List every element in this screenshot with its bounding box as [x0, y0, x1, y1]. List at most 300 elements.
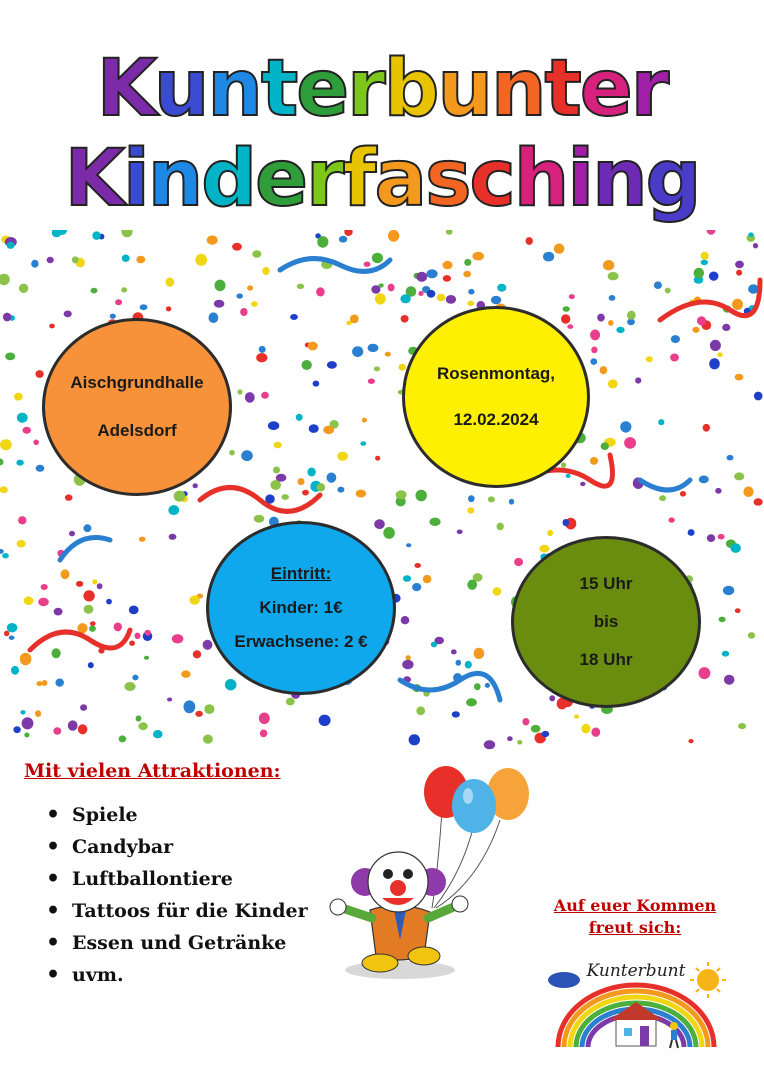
- confetti-dot: [110, 314, 116, 319]
- confetti-dot: [563, 519, 570, 526]
- confetti-dot: [467, 301, 474, 306]
- list-item: • Tattoos für die Kinder: [40, 896, 332, 926]
- confetti-dot: [701, 260, 708, 266]
- confetti-dot: [635, 377, 641, 383]
- confetti-dot: [507, 736, 513, 741]
- confetti-dot: [692, 327, 699, 333]
- entry-heading: Eintritt:: [270, 564, 332, 583]
- confetti-dot: [61, 569, 70, 579]
- confetti-dot: [261, 392, 269, 399]
- confetti-dot: [166, 306, 171, 311]
- confetti-dot: [229, 450, 235, 456]
- streamer: [400, 673, 500, 700]
- time-start: 15 Uhr: [579, 574, 633, 593]
- confetti-dot: [497, 523, 504, 531]
- confetti-dot: [203, 735, 213, 744]
- confetti-dot: [11, 666, 19, 675]
- confetti-dot: [680, 491, 686, 497]
- confetti-dot: [54, 608, 63, 616]
- confetti-dot: [543, 252, 554, 262]
- confetti-dot: [33, 440, 39, 446]
- confetti-dot: [423, 575, 432, 583]
- confetti-dot: [659, 495, 666, 501]
- confetti-dot: [247, 285, 253, 290]
- confetti-dot: [426, 269, 437, 278]
- confetti-dot: [245, 392, 255, 403]
- confetti-dot: [703, 424, 710, 432]
- confetti-dot: [409, 734, 420, 745]
- clown-shadow: [345, 961, 455, 979]
- confetti-dot: [296, 414, 303, 421]
- confetti-dot: [323, 426, 334, 434]
- confetti-dot: [337, 452, 348, 461]
- confetti-dot: [754, 498, 763, 506]
- streamer: [60, 538, 110, 561]
- confetti-dot: [0, 274, 10, 286]
- confetti-dot: [446, 230, 453, 235]
- confetti-dot: [356, 490, 366, 498]
- confetti-dot: [24, 596, 34, 605]
- confetti-dot: [429, 518, 440, 526]
- confetti-dot: [260, 730, 267, 738]
- confetti-dot: [84, 605, 94, 614]
- confetti-dot: [694, 268, 704, 279]
- confetti-dot: [83, 524, 91, 532]
- cloud-icon: [548, 972, 580, 988]
- confetti-dot: [658, 419, 664, 425]
- confetti-dot: [35, 710, 41, 717]
- streamer: [640, 480, 690, 490]
- confetti-dot: [52, 648, 61, 658]
- confetti-dot: [92, 231, 100, 240]
- confetti-dot: [427, 290, 436, 298]
- confetti-dot: [466, 698, 477, 706]
- confetti-dot: [0, 549, 4, 554]
- confetti-dot: [91, 288, 98, 294]
- confetti-dot: [539, 545, 549, 553]
- list-item: • Spiele: [40, 800, 332, 830]
- confetti-dot: [174, 491, 186, 502]
- confetti-dot: [72, 256, 79, 263]
- entry-children-price: Kinder: 1€: [259, 598, 343, 617]
- child-figure-icon: [670, 1022, 678, 1048]
- confetti-dot: [472, 252, 484, 261]
- date-value: 12.02.2024: [453, 410, 539, 429]
- confetti-dot: [627, 311, 636, 320]
- confetti-dot: [138, 722, 147, 730]
- confetti-dot: [624, 437, 636, 449]
- confetti-dot: [4, 631, 9, 637]
- confetti-dot: [488, 496, 495, 502]
- confetti-dot: [274, 442, 282, 449]
- confetti-dot: [734, 472, 744, 480]
- confetti-dot: [38, 598, 49, 606]
- confetti-dot: [609, 295, 616, 301]
- confetti-dot: [195, 711, 203, 717]
- title-line-1: Kunterbunter: [96, 44, 668, 134]
- confetti-dot: [608, 379, 618, 388]
- confetti-dot: [31, 260, 38, 268]
- confetti-dot: [145, 630, 151, 636]
- list-item: • uvm.: [40, 960, 332, 990]
- confetti-dot: [474, 683, 481, 690]
- confetti-dot: [468, 289, 474, 295]
- confetti-dot: [36, 681, 42, 686]
- confetti-dot: [517, 740, 522, 745]
- confetti-dot: [286, 698, 295, 706]
- sun-icon: [690, 962, 726, 998]
- confetti-dot: [364, 262, 371, 267]
- confetti-dot: [467, 580, 477, 590]
- confetti-dot: [509, 499, 514, 505]
- confetti-dot: [281, 494, 289, 500]
- confetti-dot: [7, 242, 15, 249]
- confetti-dot: [172, 634, 184, 643]
- confetti-dot: [207, 235, 218, 244]
- confetti-dot: [452, 711, 460, 717]
- confetti-dot: [735, 374, 744, 381]
- confetti-dot: [327, 473, 337, 483]
- confetti-dot: [132, 675, 138, 681]
- confetti-dot: [731, 543, 741, 553]
- confetti-dot: [89, 625, 96, 631]
- confetti-dot: [401, 315, 409, 323]
- confetti-dot: [204, 704, 214, 714]
- confetti-dot: [446, 295, 456, 304]
- title-line-2: Kinderfasching: [64, 134, 700, 224]
- confetti-dot: [697, 316, 706, 325]
- attractions-heading: Mit vielen Attraktionen:: [24, 760, 281, 782]
- confetti-dot: [362, 418, 367, 423]
- confetti-dot: [608, 320, 614, 326]
- confetti-dot: [135, 633, 141, 639]
- confetti-dot: [344, 230, 352, 236]
- confetti-dot: [688, 739, 693, 743]
- confetti-dot: [115, 299, 122, 305]
- confetti-dot: [743, 486, 753, 497]
- confetti-dot: [360, 441, 366, 445]
- confetti-dot: [119, 735, 127, 742]
- confetti-dot: [493, 587, 502, 596]
- streamer: [30, 630, 130, 650]
- confetti-dot: [337, 487, 344, 493]
- attractions-list: [40, 800, 332, 992]
- list-item: • Luftballontiere: [40, 864, 332, 894]
- confetti-dot: [374, 366, 380, 371]
- confetti-dot: [256, 353, 267, 362]
- confetti-dot: [80, 704, 87, 711]
- confetti-dot: [590, 457, 598, 465]
- confetti-dot: [268, 421, 279, 430]
- confetti-dot: [723, 586, 734, 595]
- confetti-dot: [22, 717, 34, 729]
- confetti-dot: [41, 584, 48, 590]
- confetti-dot: [24, 733, 29, 738]
- streamer: [660, 280, 760, 320]
- confetti-dot: [580, 482, 585, 486]
- confetti-dot: [738, 723, 746, 729]
- confetti-dot: [76, 581, 83, 587]
- confetti-dot: [531, 725, 541, 733]
- confetti-dot: [372, 253, 383, 263]
- confetti-dot: [722, 651, 729, 657]
- confetti-dot: [491, 296, 501, 305]
- confetti-dot: [167, 698, 172, 702]
- confetti-dot: [193, 650, 201, 658]
- confetti-dot: [590, 358, 597, 365]
- confetti-dot: [302, 490, 309, 496]
- confetti-dot: [42, 680, 48, 686]
- confetti-dot: [590, 330, 600, 341]
- confetti-dot: [20, 653, 32, 666]
- confetti-dot: [402, 660, 413, 670]
- confetti-dot: [591, 728, 600, 737]
- confetti-dot: [215, 280, 226, 292]
- confetti-dot: [715, 488, 721, 494]
- confetti-dot: [736, 270, 742, 276]
- confetti-dot: [55, 679, 64, 687]
- date-day: Rosenmontag,: [436, 364, 556, 383]
- confetti-dot: [688, 529, 695, 536]
- confetti-dot: [514, 558, 523, 566]
- confetti-dot: [574, 714, 579, 718]
- confetti-dot: [719, 617, 726, 623]
- confetti-dot: [316, 287, 325, 296]
- confetti-dot: [14, 393, 23, 401]
- confetti-dot: [9, 636, 15, 640]
- confetti-dot: [2, 553, 9, 558]
- confetti-dot: [65, 494, 73, 500]
- confetti-dot: [581, 724, 590, 734]
- location-venue: Aischgrundhalle: [70, 373, 204, 392]
- confetti-dot: [17, 413, 28, 423]
- confetti-dot: [401, 616, 410, 624]
- confetti-dot: [307, 468, 315, 477]
- confetti-dot: [90, 621, 96, 626]
- confetti-dot: [350, 315, 359, 324]
- location-circle: [42, 318, 232, 496]
- location-town: Adelsdorf: [97, 421, 177, 440]
- confetti-dot: [414, 563, 421, 568]
- confetti-dot: [181, 670, 190, 677]
- confetti-dot: [464, 259, 471, 266]
- confetti-dot: [240, 308, 247, 316]
- confetti-dot: [254, 515, 265, 523]
- list-item: • Candybar: [40, 832, 332, 862]
- confetti-dot: [456, 660, 462, 666]
- confetti-dot: [735, 608, 741, 613]
- confetti-dot: [140, 304, 148, 310]
- confetti-dot: [542, 731, 550, 737]
- confetti-dot: [259, 713, 270, 725]
- confetti-dot: [232, 243, 242, 251]
- confetti-dot: [122, 255, 130, 262]
- confetti-dot: [412, 583, 421, 591]
- confetti-dot: [129, 606, 139, 615]
- confetti-dot: [262, 267, 269, 275]
- confetti-dot: [717, 352, 723, 357]
- confetti-dot: [203, 640, 213, 650]
- confetti-dot: [273, 467, 280, 474]
- entry-circle: [206, 521, 396, 695]
- confetti-dot: [566, 474, 571, 478]
- confetti-dot: [129, 641, 135, 646]
- confetti-dot: [22, 427, 31, 434]
- confetti-dot: [418, 291, 423, 296]
- confetti-dot: [701, 252, 709, 260]
- confetti-dot: [400, 294, 410, 303]
- confetti-dot: [416, 706, 425, 715]
- confetti-dot: [468, 495, 475, 502]
- confetti-dot: [465, 661, 472, 669]
- confetti-dot: [727, 455, 734, 461]
- confetti-dot: [302, 360, 312, 370]
- confetti-dot: [526, 237, 533, 245]
- confetti-dot: [620, 421, 631, 432]
- confetti-dot: [17, 540, 26, 547]
- confetti-dot: [670, 354, 679, 362]
- confetti-dot: [616, 327, 624, 333]
- confetti-dot: [522, 718, 529, 725]
- confetti-dot: [0, 459, 4, 466]
- confetti-dot: [313, 381, 320, 387]
- confetti-dot: [707, 230, 716, 235]
- confetti-dot: [724, 675, 735, 685]
- kunterbunt-logo: [546, 952, 726, 1052]
- confetti-dot: [665, 288, 671, 294]
- confetti-dot: [319, 715, 331, 726]
- confetti-dot: [193, 483, 198, 488]
- confetti-dot: [654, 281, 662, 289]
- confetti-dot: [474, 648, 485, 659]
- confetti-dot: [298, 478, 305, 485]
- confetti-dot: [88, 662, 94, 668]
- confetti-dot: [144, 656, 149, 660]
- confetti-dot: [709, 358, 720, 369]
- confetti-dot: [20, 710, 25, 714]
- confetti-dot: [567, 324, 573, 329]
- streamer: [200, 488, 320, 512]
- confetti-dot: [106, 599, 112, 605]
- confetti-dot: [561, 462, 566, 467]
- confetti-dot: [7, 623, 18, 632]
- confetti-dot: [368, 379, 375, 384]
- confetti-dot: [748, 632, 755, 639]
- confetti-dot: [121, 287, 127, 292]
- confetti-dot: [378, 283, 383, 287]
- confetti-dot: [547, 530, 553, 536]
- confetti-dot: [416, 272, 427, 282]
- confetti-dot: [18, 516, 26, 524]
- closing-message: [530, 895, 740, 939]
- confetti-dot: [327, 361, 337, 369]
- confetti-dot: [317, 483, 326, 491]
- confetti-dot: [383, 527, 395, 539]
- confetti-dot: [153, 730, 163, 738]
- confetti-dot: [709, 272, 719, 281]
- confetti-dot: [561, 314, 570, 323]
- clown-with-balloons-illustration: [320, 760, 540, 985]
- confetti-dot: [83, 590, 94, 601]
- clown: [330, 852, 468, 972]
- confetti-dot: [388, 284, 395, 292]
- confetti-dot: [92, 579, 97, 584]
- confetti-dot: [754, 392, 763, 401]
- confetti-dot: [388, 230, 399, 242]
- confetti-dot: [308, 342, 318, 351]
- confetti-dot: [375, 293, 386, 304]
- confetti-dot: [3, 313, 11, 322]
- logo-text: Kunterbunt: [586, 961, 686, 981]
- confetti-dot: [251, 301, 258, 307]
- confetti-dot: [276, 474, 287, 482]
- blue-balloon: [452, 779, 496, 833]
- confetti-dot: [748, 232, 753, 237]
- confetti-dot: [189, 595, 199, 604]
- confetti-dot: [467, 507, 474, 513]
- confetti-dot: [396, 490, 407, 499]
- confetti-dot: [35, 370, 43, 378]
- confetti-dot: [184, 700, 196, 713]
- confetti-dot: [603, 260, 614, 270]
- closing-line-2: freut sich:: [588, 918, 682, 937]
- confetti-dot: [608, 272, 619, 280]
- confetti-dot: [114, 623, 122, 632]
- confetti-dot: [597, 314, 605, 322]
- confetti-dot: [168, 505, 179, 515]
- confetti-dot: [403, 575, 411, 582]
- confetti-dot: [753, 243, 758, 248]
- confetti-dot: [68, 720, 78, 730]
- confetti-dot: [270, 480, 281, 490]
- confetti-dot: [136, 256, 145, 263]
- confetti-dot: [600, 366, 608, 374]
- confetti-dot: [53, 727, 61, 735]
- confetti-dot: [19, 284, 28, 293]
- confetti-dot: [646, 356, 653, 362]
- confetti-dot: [16, 460, 23, 466]
- confetti-dot: [601, 442, 609, 450]
- confetti-dot: [443, 275, 451, 282]
- confetti-dot: [252, 250, 261, 257]
- confetti-dot: [718, 534, 725, 540]
- confetti-dot: [214, 300, 225, 308]
- confetti-dot: [78, 724, 88, 734]
- confetti-dot: [485, 683, 490, 688]
- confetti-dot: [707, 534, 715, 542]
- confetti-dot: [49, 324, 55, 329]
- confetti-dot: [195, 254, 207, 266]
- confetti-dot: [368, 344, 379, 352]
- confetti-dot: [735, 261, 744, 269]
- confetti-dot: [416, 490, 427, 502]
- confetti-dot: [569, 294, 575, 299]
- confetti-dot: [374, 519, 385, 529]
- confetti-dot: [317, 236, 328, 248]
- confetti-dot: [259, 346, 266, 353]
- confetti-dot: [297, 284, 304, 289]
- confetti-dot: [457, 530, 463, 535]
- confetti-dot: [309, 424, 319, 433]
- confetti-dot: [554, 244, 565, 254]
- confetti-dot: [549, 695, 555, 701]
- confetti-dot: [399, 364, 407, 371]
- confetti-dot: [209, 312, 219, 323]
- confetti-dot: [0, 439, 12, 450]
- confetti-dot: [406, 543, 411, 547]
- confetti-dot: [463, 271, 471, 278]
- confetti-dot: [671, 335, 680, 343]
